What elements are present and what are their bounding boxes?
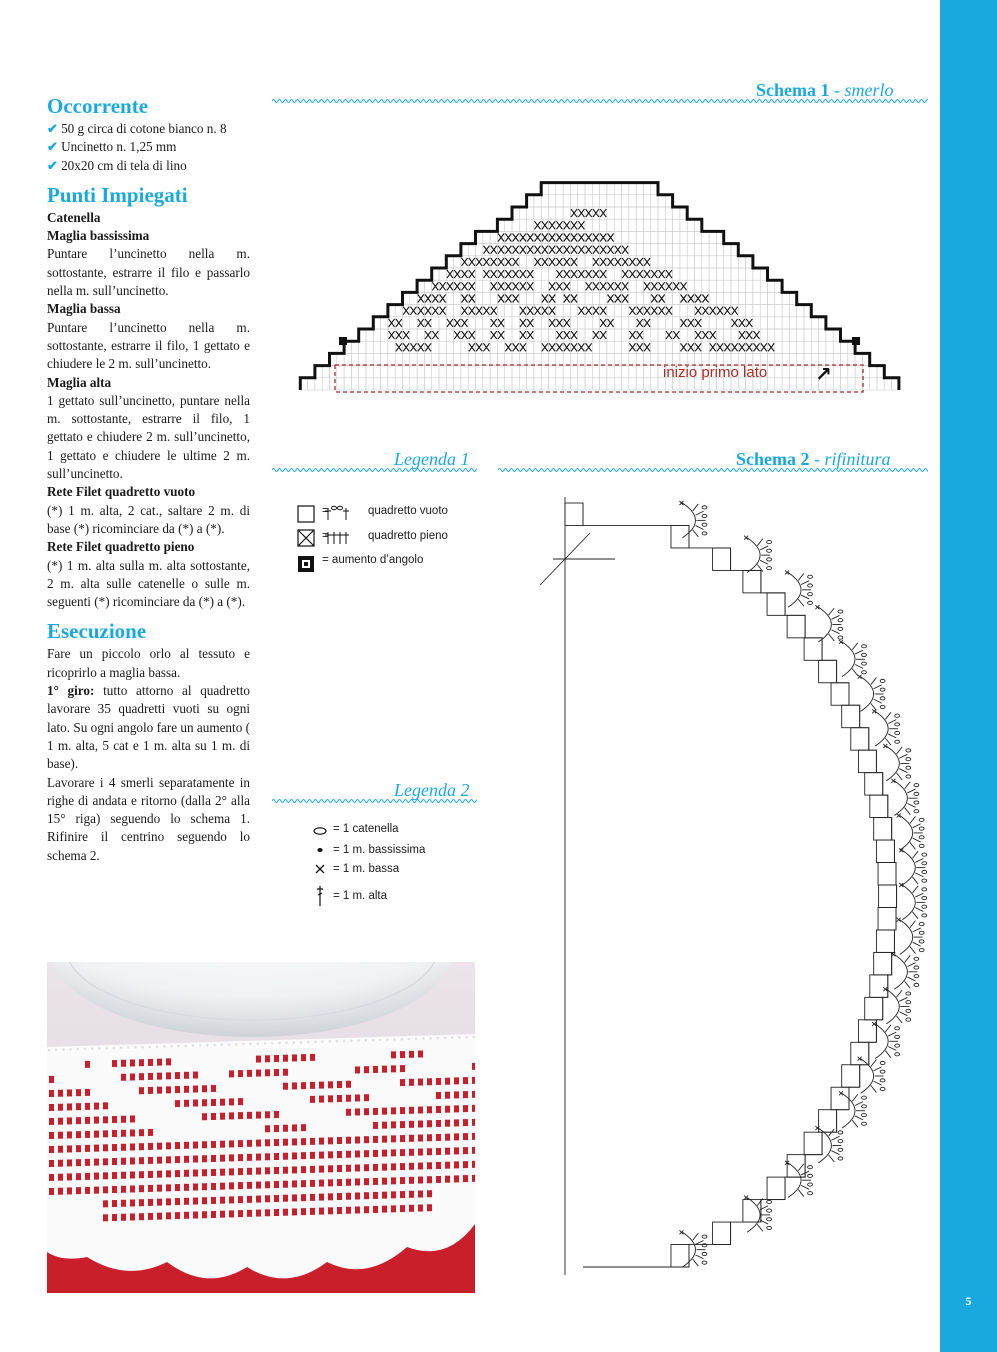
legend-row: = aumento d’angolo — [322, 554, 424, 566]
legend-label: = 1 m. bassa — [333, 863, 400, 875]
arrow-up-right-icon: ↗ — [815, 362, 832, 386]
check-icon: ✔ — [47, 139, 59, 155]
esecuzione-paragraph: Lavorare i 4 smerli separatamente in righe di andata e ritorno (dalla 2° alla 15° riga) seguendo lo schema 1. Rifinire il centrino seguendo lo schema 2. — [47, 774, 250, 863]
punti-title: Punti Impiegati — [47, 182, 188, 207]
schema1-heading: Schema 1 - smerlo — [756, 80, 894, 100]
check-icon: ✔ — [47, 157, 59, 173]
legend-label: quadretto vuoto — [368, 505, 448, 517]
materials-list — [47, 120, 250, 175]
instructions-column — [47, 94, 250, 873]
legend-label: = 1 m. bassissima — [333, 844, 426, 856]
stitch-name: Catenella — [47, 209, 101, 225]
stitch-description: Puntare l’uncinetto nella m. sottostante, estrarre il filo, 1 gettato e chiudere le 2 m. sull’uncinetto. — [47, 319, 250, 372]
legend-label: quadretto pieno — [368, 530, 448, 542]
list-item: ✔ Uncinetto n. 1,25 mm — [47, 139, 177, 155]
esecuzione-paragraph: 1° giro: tutto attorno al quadretto lavorare 35 quadretti vuoti su ogni lato. Su ogni angolo fare un aumento ( 1 m. alta, 5 cat e 1 m. alta su 1 m. di base). — [47, 683, 250, 772]
empty-square-icon — [298, 506, 314, 522]
schema1-filet-chart — [285, 125, 915, 400]
corner-increase-marker — [852, 337, 860, 345]
stitch-name: Rete Filet quadretto pieno — [47, 539, 195, 555]
legenda2-symbols — [310, 822, 332, 912]
corner-increase-marker — [339, 337, 347, 345]
esecuzione-title: Esecuzione — [47, 619, 147, 644]
page-number: 5 — [965, 1294, 972, 1308]
wavy-divider — [272, 97, 928, 105]
wavy-divider — [272, 466, 477, 474]
stitch-description: 1 gettato sull’uncinetto, puntare nella m. sottostante, estrarre il filo, 1 gettato e chiudere 2 m. sull’uncinetto, 1 gettato e chiudere le ultime 2 m. sull’uncinetto. — [47, 392, 250, 482]
legend-row: = — [322, 530, 329, 542]
occorrente-title: Occorrente — [47, 94, 149, 118]
punti-section — [47, 183, 250, 612]
check-icon: ✔ — [47, 121, 59, 136]
slip-stitch-icon — [317, 848, 322, 852]
legend-label: = 1 catenella — [333, 823, 399, 835]
chain-stitch-icon — [314, 828, 326, 834]
wavy-divider — [498, 466, 928, 474]
start-row-dashed-box — [335, 365, 863, 392]
start-row-label: inizio primo lato — [663, 364, 768, 381]
stitch-description: Puntare l’uncinetto nella m. sottostante, estrarre il filo e passarlo nella m. sull’uncinetto. — [47, 246, 250, 299]
list-item: ✔ 50 g circa di cotone bianco n. 8 — [47, 121, 227, 136]
legend-row: = — [322, 505, 329, 517]
occorrente-section — [47, 94, 250, 175]
legend-label: = 1 m. alta — [333, 890, 388, 902]
esecuzione-section — [47, 619, 250, 865]
single-crochet-icon — [316, 865, 324, 873]
esecuzione-paragraph: Fare un piccolo orlo al tessuto e ricoprirlo a maglia bassa. — [47, 646, 250, 680]
stitch-description: (*) 1 m. alta, 2 cat., saltare 2 m. di base (*) ricominciare da (*) a (*). — [47, 502, 250, 536]
stitch-name: Maglia alta — [47, 374, 112, 390]
side-color-bar — [940, 0, 997, 1352]
schema2-edging-chart — [520, 485, 935, 1285]
stitch-name: Rete Filet quadretto vuoto — [47, 484, 196, 500]
legenda1-title: Legenda 1 — [394, 449, 470, 469]
list-item: ✔ 20x20 cm di tela di lino — [47, 157, 187, 173]
legenda2-title: Legenda 2 — [394, 780, 470, 800]
double-crochet-icon — [317, 886, 323, 906]
lace-doily-photo — [47, 962, 475, 1293]
stitch-description: (*) 1 m. alta sulla m. alta sottostante, 2 m. alta sulle catenelle o sulle m. seguenti (*) ricominciare da (*) a (*). — [47, 557, 250, 610]
stitch-name: Maglia bassissima — [47, 228, 150, 244]
schema2-heading: Schema 2 - rifinitura — [736, 449, 891, 469]
wavy-divider — [272, 797, 477, 805]
stitch-name: Maglia bassa — [47, 301, 121, 317]
